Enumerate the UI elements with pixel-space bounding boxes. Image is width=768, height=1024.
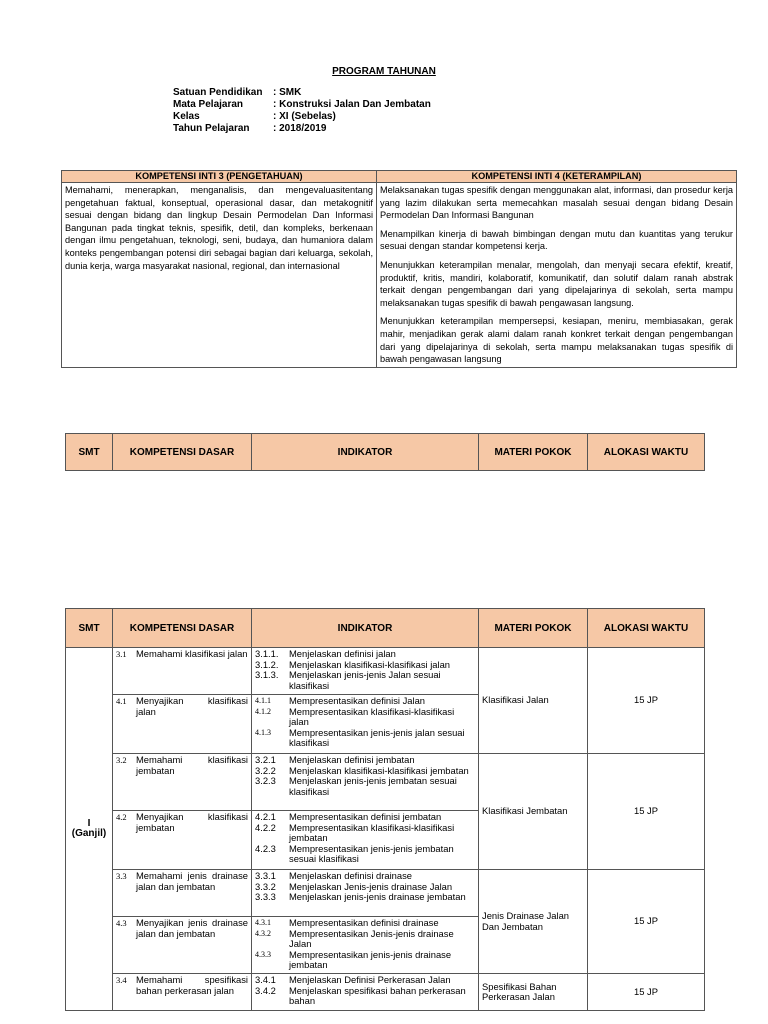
table-row — [66, 754, 705, 811]
materi-pokok-cell: Klasifikasi Jalan — [479, 648, 588, 754]
indikator-number: 3.3.1 — [255, 870, 276, 881]
indikator-number: 4.2.2 — [255, 821, 276, 833]
semester-cell — [66, 648, 113, 1011]
header-smt: SMT — [66, 434, 113, 471]
ki4-paragraph: Menunjukkan keterampilan menalar, mengolah, dan menyaji secara efektif, kreatif, produktif, kritis, mandiri, kolaboratif, komunikatif, dan solutif dalam ranah abstrak terkait dengan pengembangan dari yang dipelajarinya di sekolah, serta mampu melaksanakan tugas spesifik di bawah pengawasan langsung. — [380, 259, 733, 308]
kd-number: 3.1 — [116, 649, 127, 659]
indikator-text: Menjelaskan definisi jembatan — [289, 754, 415, 765]
indikator-number: 3.3.3 — [255, 891, 276, 902]
indikator-cell — [252, 695, 479, 754]
kd-cell — [113, 695, 252, 754]
indikator-number: 4.3.2 — [255, 928, 271, 938]
ki4-header: KOMPETENSI INTI 4 (KETERAMPILAN) — [377, 171, 737, 183]
kd-cell — [113, 811, 252, 870]
semester-label: (Ganjil) — [71, 828, 107, 839]
info-label: Tahun Pelajaran — [173, 123, 250, 134]
document-title: PROGRAM TAHUNAN — [332, 66, 436, 77]
info-row-tahun — [173, 123, 431, 135]
kd-cell — [113, 974, 252, 1011]
ki4-text — [377, 183, 737, 368]
header-materi-pokok: MATERI POKOK — [479, 434, 588, 471]
materi-pokok-cell: Spesifikasi Bahan Perkerasan Jalan — [479, 974, 588, 1011]
kompetensi-inti-table — [61, 170, 737, 368]
materi-pokok-cell: Klasifikasi Jembatan — [479, 754, 588, 870]
info-row-kelas — [173, 111, 431, 123]
kd-cell — [113, 870, 252, 917]
ki4-paragraph: Melaksanakan tugas spesifik dengan menggunakan alat, informasi, dan prosedur kerja yang lazim dilakukan serta memecahkan masalah sesuai dengan bidang Desain Permodelan Dan Informasi Bangunan — [380, 185, 733, 221]
header-materi-pokok: MATERI POKOK — [479, 609, 588, 648]
info-value: : SMK — [273, 87, 302, 98]
kd-text: Memahami klasifikasi jembatan — [136, 754, 248, 776]
indikator-number: 3.1.3. — [255, 669, 279, 680]
indikator-text: Menjelaskan jenis-jenis drainase jembatan — [289, 891, 466, 902]
kd-number: 4.2 — [116, 812, 127, 822]
indikator-text: Menjelaskan spesifikasi bahan perkerasan bahan — [289, 984, 466, 1006]
alokasi-waktu-cell: 15 JP — [588, 870, 705, 974]
indikator-cell — [252, 648, 479, 695]
header-alokasi-waktu: ALOKASI WAKTU — [588, 434, 705, 471]
kd-number: 3.4 — [116, 975, 127, 985]
indikator-text: Mempresentasikan jenis-jenis jalan sesuai klasifikasi — [289, 726, 465, 748]
header-kompetensi-dasar: KOMPETENSI DASAR — [113, 434, 252, 471]
ki4-paragraph: Menunjukkan keterampilan mempersepsi, kesiapan, meniru, membiasakan, gerak mahir, menjadikan gerak alami dalam ranah konkret terkait dengan pengembangan dari yang dipelajarinya di sekolah, serta mampu melaksanakan tugas spesifik di bawah pengawasan langsung — [380, 316, 733, 365]
indikator-text: Mempresentasikan definisi drainase — [289, 917, 439, 928]
alokasi-waktu-cell: 15 JP — [588, 974, 705, 1011]
ki3-text: Memahami, menerapkan, menganalisis, dan mengevaluasitentang pengetahuan faktual, konseptual, operasional dasar, dan metakognitif sesuai dengan bidang dan lingkup Desain Permodelan Dan Informasi Bangunan pada tingkat teknis, spesifik, detil, dan kompleks, berkenaan dengan ilmu pengetahuan, teknologi, seni, budaya, dan humaniora dalam konteks pengembangan potensi diri sebagai bagian dari keluarga, sekolah, dunia kerja, warga masyarakat nasional, regional, dan internasional — [62, 183, 377, 368]
indikator-cell — [252, 870, 479, 917]
info-value: : 2018/2019 — [273, 123, 327, 134]
indikator-number: 3.2.3 — [255, 775, 276, 786]
indikator-cell — [252, 811, 479, 870]
header-smt: SMT — [66, 609, 113, 648]
indikator-text: Mempresentasikan klasifikasi-klasifikasi jalan — [289, 705, 455, 727]
indikator-text: Menjelaskan klasifikasi-klasifikasi jembatan — [289, 764, 469, 776]
info-row-satuan — [173, 87, 431, 99]
kd-text: Menyajikan klasifikasi jalan — [136, 695, 248, 717]
indikator-number: 4.1.3 — [255, 727, 271, 737]
indikator-text: Mempresentasikan klasifikasi-klasifikasi jembatan — [289, 821, 455, 843]
ki4-paragraph: Menampilkan kinerja di bawah bimbingan dengan mutu dan kuantitas yang terukur sesuai dengan standar kompetensi kerja. — [380, 228, 733, 252]
semester-number: I — [87, 817, 91, 829]
indikator-number: 4.2.1 — [255, 811, 276, 822]
table-row — [66, 974, 705, 1011]
indikator-text: Mempresentasikan jenis-jenis drainase jembatan — [289, 948, 452, 970]
info-label: Kelas — [173, 111, 200, 122]
indikator-text: Menjelaskan klasifikasi-klasifikasi jalan — [289, 658, 451, 670]
alokasi-waktu-cell: 15 JP — [588, 648, 705, 754]
header-alokasi-waktu: ALOKASI WAKTU — [588, 609, 705, 648]
indikator-number: 3.2.2 — [255, 764, 276, 776]
indikator-number: 4.1.2 — [255, 706, 271, 716]
indikator-cell — [252, 974, 479, 1011]
table-row — [66, 870, 705, 917]
header-indikator: INDIKATOR — [252, 434, 479, 471]
indikator-number: 4.3.1 — [255, 918, 271, 927]
info-value: : Konstruksi Jalan Dan Jembatan — [273, 99, 431, 110]
materi-pokok-cell: Jenis Drainase Jalan Dan Jembatan — [479, 870, 588, 974]
kd-cell — [113, 648, 252, 695]
program-tahunan-table — [65, 608, 705, 1011]
indikator-text: Mempresentasikan definisi jembatan — [289, 811, 442, 822]
header-indikator: INDIKATOR — [252, 609, 479, 648]
kd-number: 3.2 — [116, 755, 127, 765]
info-label: Mata Pelajaran — [173, 99, 244, 110]
info-row-mapel — [173, 99, 431, 111]
indikator-number: 4.1.1 — [255, 696, 271, 705]
indikator-number: 3.2.1 — [255, 754, 276, 765]
indikator-cell — [252, 754, 479, 811]
info-label: Satuan Pendidikan — [173, 87, 263, 98]
kd-number: 3.3 — [116, 871, 127, 881]
indikator-number: 4.3.3 — [255, 949, 271, 959]
indikator-text: Menjelaskan Definisi Perkerasan Jalan — [289, 974, 451, 985]
table-row — [66, 648, 705, 695]
indikator-text: Menjelaskan definisi jalan — [289, 648, 396, 659]
kd-text: Menyajikan klasifikasi jembatan — [136, 811, 248, 833]
kd-cell — [113, 917, 252, 974]
indikator-number: 3.1.2. — [255, 658, 279, 670]
indikator-text: Menjelaskan jenis-jenis jembatan sesuai klasifikasi — [289, 775, 457, 797]
indikator-text: Mempresentasikan definisi Jalan — [289, 695, 426, 706]
kd-number: 4.1 — [116, 696, 127, 706]
kd-cell — [113, 754, 252, 811]
info-value: : XI (Sebelas) — [273, 111, 336, 122]
indikator-number: 3.3.2 — [255, 880, 276, 892]
indikator-text: Menjelaskan jenis-jenis Jalan sesuai klasifikasi — [289, 669, 441, 691]
indikator-number: 3.1.1. — [255, 648, 279, 659]
kd-text: Menyajikan jenis drainase jalan dan jembatan — [136, 917, 248, 939]
kd-text: Memahami spesifikasi bahan perkerasan jalan — [136, 974, 248, 996]
ki3-header: KOMPETENSI INTI 3 (PENGETAHUAN) — [62, 171, 377, 183]
kd-header-table — [65, 433, 705, 471]
alokasi-waktu-cell: 15 JP — [588, 754, 705, 870]
indikator-text: Menjelaskan Jenis-jenis drainase Jalan — [289, 880, 453, 892]
indikator-number: 3.4.2 — [255, 984, 276, 996]
indikator-text: Mempresentasikan jenis-jenis jembatan sesuai klasifikasi — [289, 842, 454, 864]
header-kompetensi-dasar: KOMPETENSI DASAR — [113, 609, 252, 648]
kd-text: Memahami jenis drainase jalan dan jembatan — [136, 870, 248, 892]
indikator-number: 4.2.3 — [255, 842, 276, 854]
indikator-cell — [252, 917, 479, 974]
indikator-text: Mempresentasikan Jenis-jenis drainase Jalan — [289, 927, 454, 949]
document-info — [173, 87, 431, 135]
indikator-text: Menjelaskan definisi drainase — [289, 870, 412, 881]
kd-number: 4.3 — [116, 918, 127, 928]
indikator-number: 3.4.1 — [255, 974, 276, 985]
kd-text: Memahami klasifikasi jalan — [136, 648, 248, 659]
